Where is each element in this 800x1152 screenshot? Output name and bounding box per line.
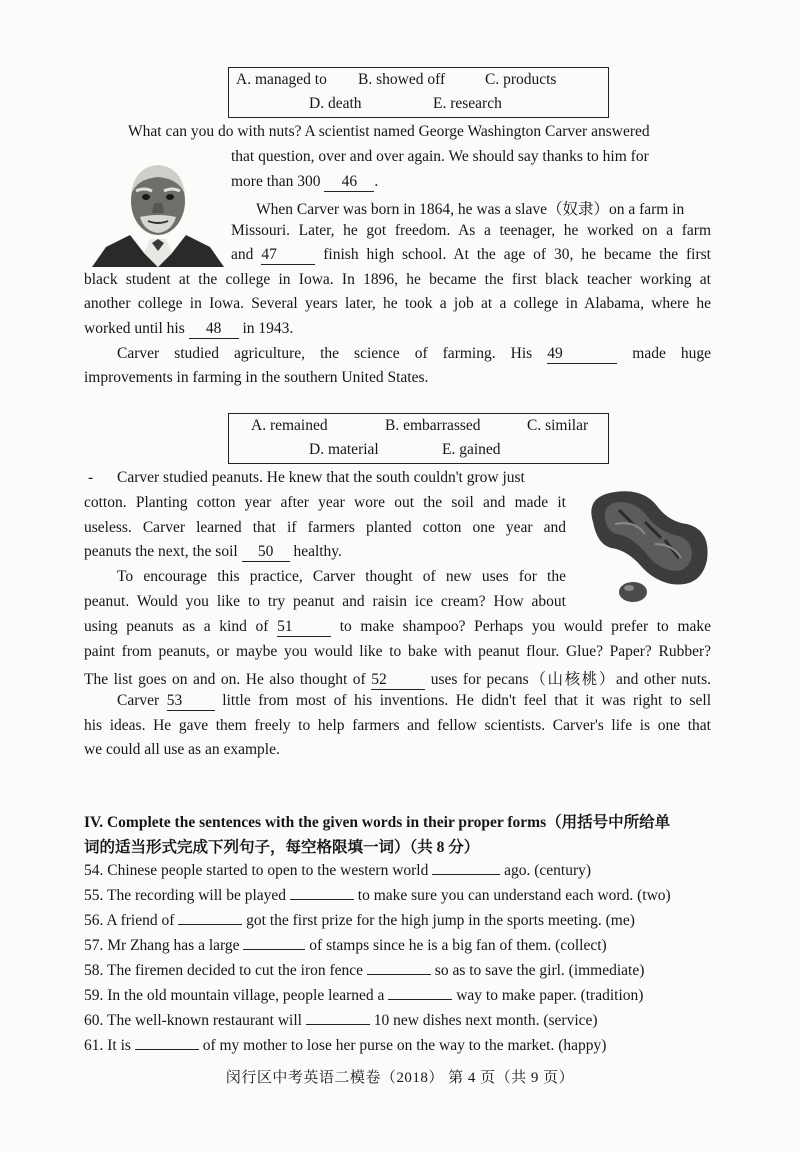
passage2-line1: Carver studied peanuts. He knew that the south couldn't grow just — [117, 469, 525, 486]
passage2-line7 — [84, 618, 711, 637]
option-b: B. embarrassed — [385, 417, 481, 434]
page-footer: 闵行区中考英语二模卷（2018） 第 4 页（共 9 页） — [225, 1070, 575, 1086]
passage2-dash: - — [88, 469, 94, 486]
option-c: C. products — [485, 71, 557, 88]
question-55 — [84, 885, 671, 905]
question-text: 55. The recording will be played — [84, 887, 287, 904]
passage1-text: in 1943. — [242, 320, 294, 337]
question-text: of my mother to lose her purse on the way to the market. (happy) — [202, 1037, 607, 1054]
question-text: 58. The firemen decided to cut the iron fence — [84, 962, 364, 979]
answer-blank-58[interactable] — [367, 960, 431, 975]
blank-46: 46 — [324, 173, 374, 192]
question-text: of stamps since he is a big fan of them. (collect) — [309, 937, 607, 954]
section4-title-line2: 词的适当形式完成下列句子，每空格限填一词）（共 8 分） — [84, 839, 480, 856]
passage1-line3 — [231, 173, 378, 192]
passage1-line4: When Carver was born in 1864, he was a slave（奴隶）on a farm in — [256, 201, 685, 218]
peanut-image — [575, 474, 715, 614]
question-text: ago. (century) — [504, 862, 592, 879]
blank-50: 50 — [242, 543, 290, 562]
passage2-line3: useless. Carver learned that if farmers planted cotton one year and — [84, 519, 566, 536]
question-60 — [84, 1010, 598, 1030]
passage1-line10 — [117, 345, 711, 364]
question-text: 10 new dishes next month. (service) — [373, 1012, 598, 1029]
option-c: C. similar — [527, 417, 589, 434]
option-d: D. material — [309, 441, 379, 458]
option-d: D. death — [309, 95, 362, 112]
option-b: B. showed off — [358, 71, 446, 88]
passage2-line8: paint from peanuts, or maybe you would like to bake with peanut flour. Glue? Paper? Rubber? — [84, 643, 711, 660]
passage1-text: . — [374, 173, 379, 190]
answer-blank-56[interactable] — [178, 910, 242, 925]
passage1-line5: Missouri. Later, he got freedom. As a teenager, he worked on a farm — [231, 222, 711, 239]
option-e: E. research — [433, 95, 502, 112]
carver-portrait-image — [88, 155, 228, 269]
passage1-text: made huge — [632, 345, 712, 362]
section4-title-line1: IV. Complete the sentences with the given words in their proper forms（用括号中所给单 — [84, 814, 671, 831]
question-57 — [84, 935, 607, 955]
question-text: 57. Mr Zhang has a large — [84, 937, 240, 954]
question-text: 60. The well-known restaurant will — [84, 1012, 302, 1029]
question-54 — [84, 860, 591, 880]
passage1-text: more than 300 — [231, 173, 321, 190]
question-61 — [84, 1035, 606, 1055]
passage1-line6 — [231, 246, 711, 265]
question-text: way to make paper. (tradition) — [456, 987, 644, 1004]
passage1-text: and — [231, 246, 254, 263]
passage1-line2: that question, over and over again. We should say thanks to him for — [231, 148, 649, 165]
option-e: E. gained — [442, 441, 501, 458]
passage1-text: worked until his — [84, 320, 185, 337]
question-text: so as to save the girl. (immediate) — [434, 962, 645, 979]
question-text: 56. A friend of — [84, 912, 175, 929]
passage2-text: peanuts the next, the soil — [84, 543, 238, 560]
option-a: A. remained — [251, 417, 328, 434]
blank-52: 52 — [371, 671, 425, 690]
answer-blank-54[interactable] — [432, 860, 500, 875]
word-box-2 — [228, 413, 609, 464]
passage1-line8: another college in Iowa. Several years later, he took a job at a college in Alabama, where he — [84, 295, 711, 312]
question-text: to make sure you can understand each word. (two) — [357, 887, 671, 904]
option-a: A. managed to — [236, 71, 327, 88]
question-text: 59. In the old mountain village, people learned a — [84, 987, 385, 1004]
blank-48: 48 — [189, 320, 239, 339]
question-56 — [84, 910, 635, 930]
question-text: got the first prize for the high jump in the sports meeting. (me) — [246, 912, 635, 929]
passage2-text: to make shampoo? Perhaps you would prefer to make — [339, 618, 712, 635]
passage2-line5: To encourage this practice, Carver thought of new uses for the — [117, 568, 566, 585]
question-text: 54. Chinese people started to open to the western world — [84, 862, 429, 879]
answer-blank-57[interactable] — [243, 935, 305, 950]
passage1-line11: improvements in farming in the southern United States. — [84, 369, 429, 386]
question-58 — [84, 960, 644, 980]
passage2-line6: peanut. Would you like to try peanut and raisin ice cream? How about — [84, 593, 566, 610]
passage2-text: uses for pecans（山核桃）and other nuts. — [430, 671, 711, 688]
passage2-text: little from most of his inventions. He didn't feel that it was right to sell — [222, 692, 712, 709]
passage2-line10 — [117, 692, 711, 711]
passage2-line11: his ideas. He gave them freely to help farmers and fellow scientists. Carver's life is one that — [84, 717, 711, 734]
answer-blank-55[interactable] — [290, 885, 354, 900]
blank-53: 53 — [167, 692, 215, 711]
passage2-text: Carver — [117, 692, 160, 709]
answer-blank-59[interactable] — [388, 985, 452, 1000]
blank-47: 47 — [261, 246, 315, 265]
answer-blank-61[interactable] — [135, 1035, 199, 1050]
passage2-line12: we could all use as an example. — [84, 741, 280, 758]
passage2-text: using peanuts as a kind of — [84, 618, 269, 635]
passage2-text: healthy. — [293, 543, 342, 560]
passage1-line1: What can you do with nuts? A scientist named George Washington Carver answered — [128, 123, 650, 140]
question-text: 61. It is — [84, 1037, 131, 1054]
passage1-line9 — [84, 320, 293, 339]
question-59 — [84, 985, 643, 1005]
passage2-line4 — [84, 543, 342, 562]
blank-49: 49 — [547, 345, 617, 364]
passage2-line9 — [84, 667, 711, 690]
passage1-line7: black student at the college in Iowa. In 1896, he became the first black teacher working at — [84, 271, 711, 288]
passage1-text: finish high school. At the age of 30, he became the first — [323, 246, 711, 263]
word-box-1 — [228, 67, 609, 118]
passage1-text: Carver studied agriculture, the science of farming. His — [117, 345, 533, 362]
answer-blank-60[interactable] — [306, 1010, 370, 1025]
passage2-line2: cotton. Planting cotton year after year wore out the soil and made it — [84, 494, 566, 511]
passage2-text: The list goes on and on. He also thought of — [84, 671, 366, 688]
blank-51: 51 — [277, 618, 331, 637]
